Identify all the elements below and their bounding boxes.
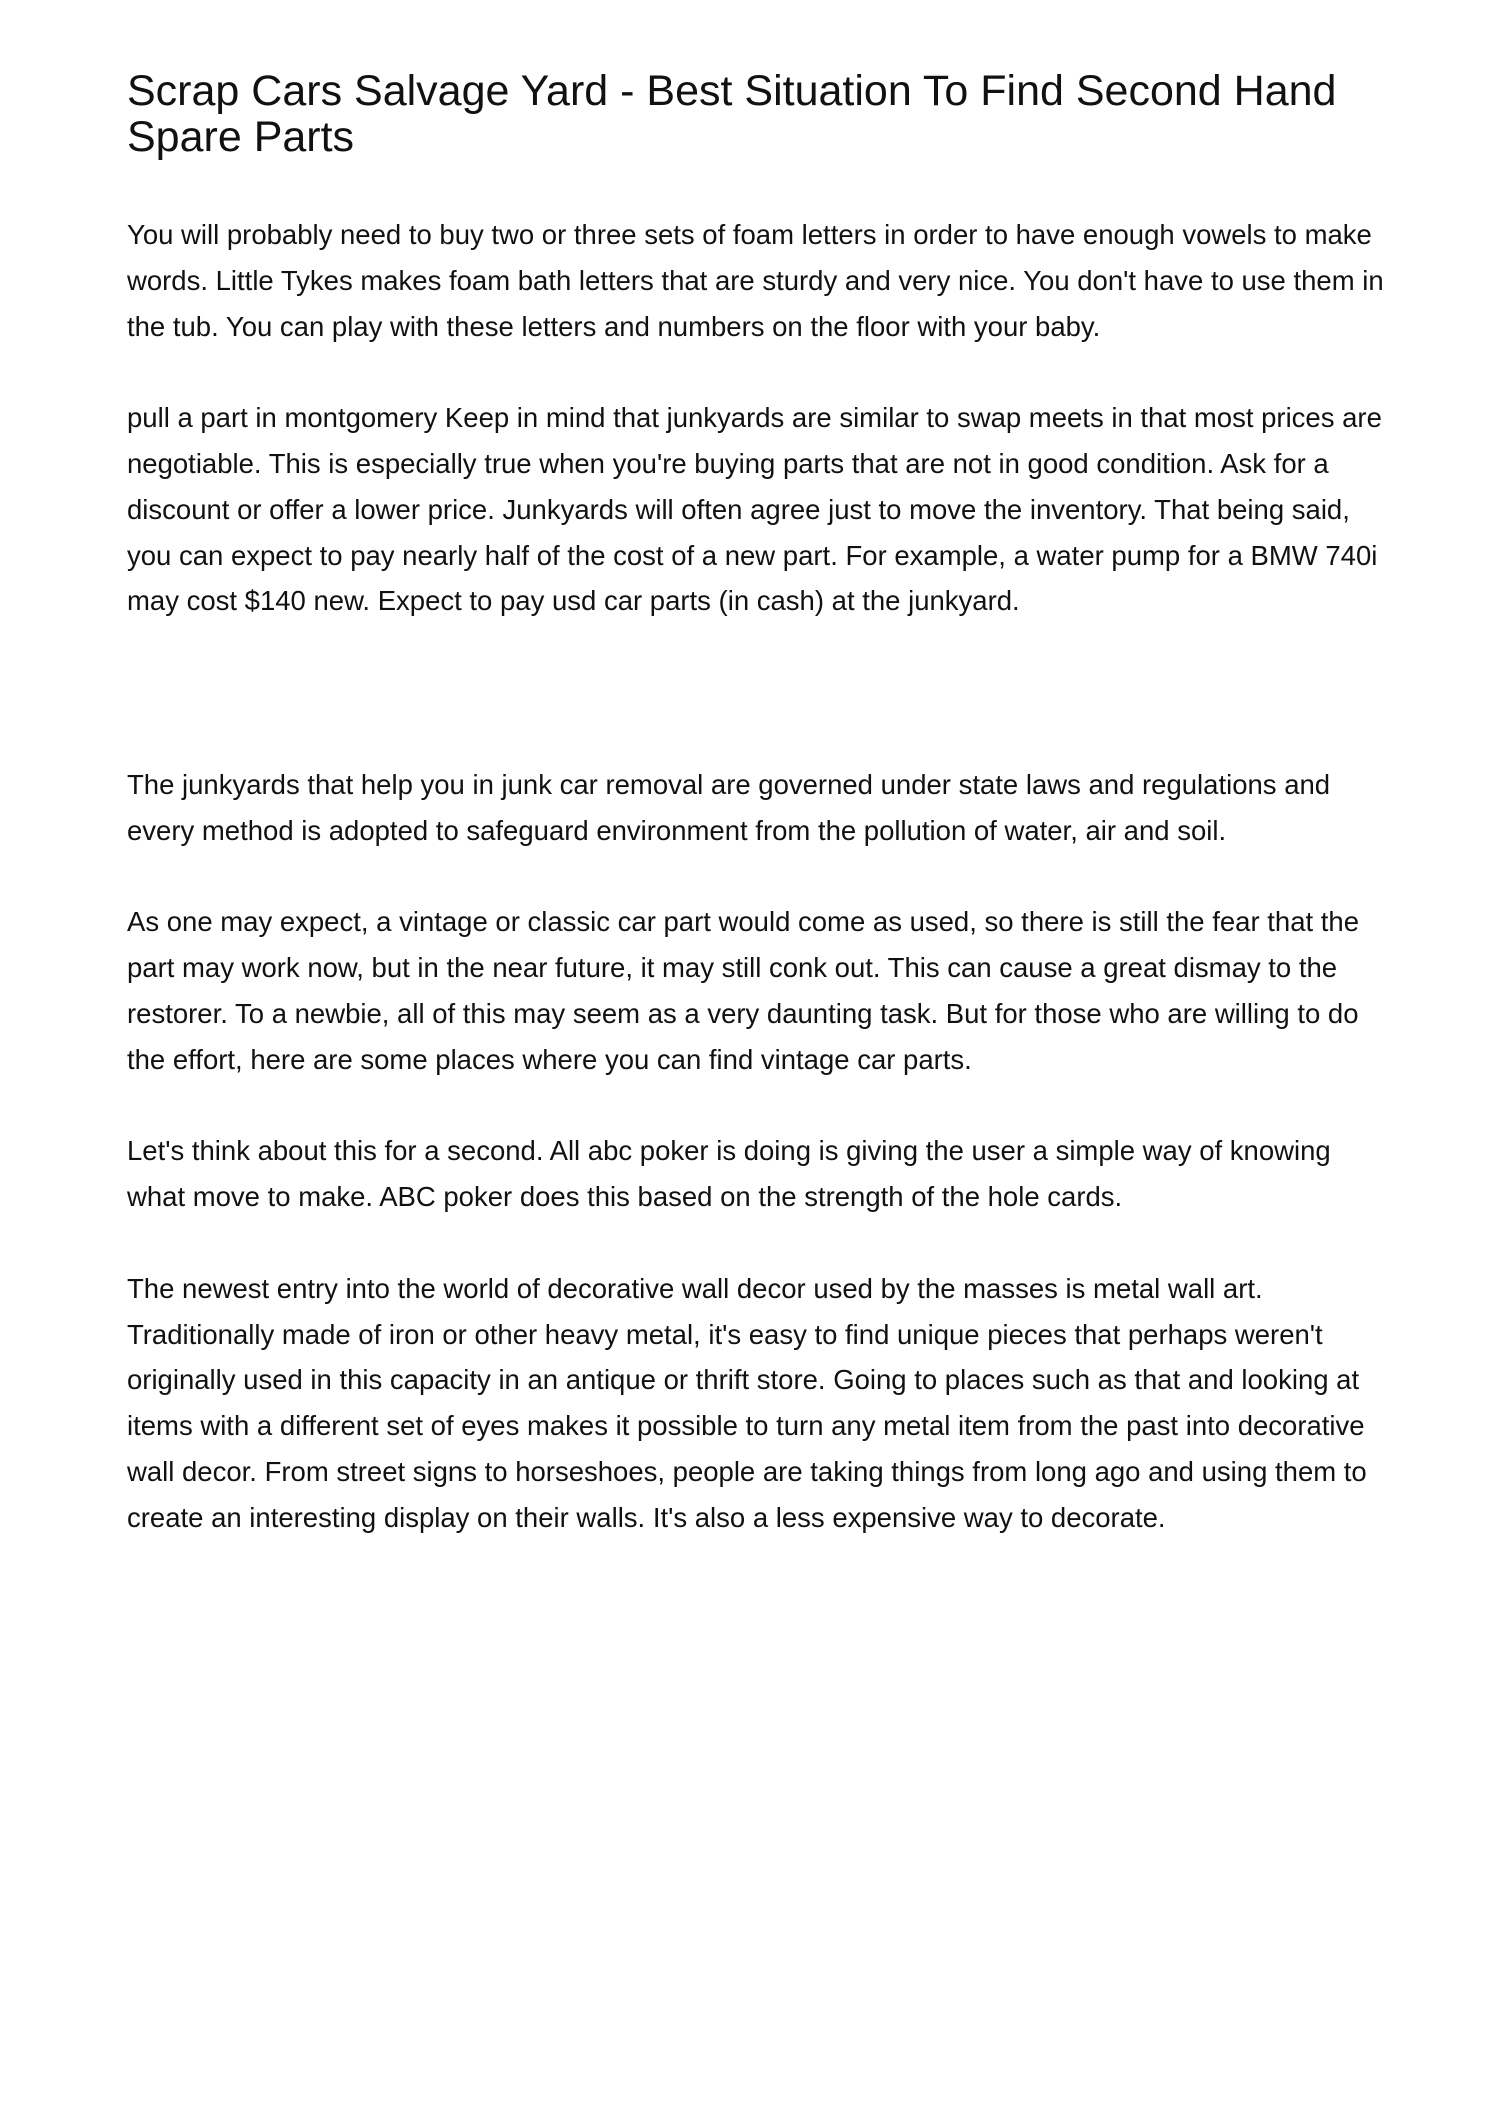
paragraph-abc-poker: Let's think about this for a second. All abc poker is doing is giving the user a simple way of knowing what move to make. ABC poker does this based on the strength of the hole cards. — [127, 1135, 1331, 1213]
paragraph-foam-letters: You will probably need to buy two or three sets of foam letters in order to have enough vowels to make words. Little Tykes makes foam bath letters that are sturdy and very nice. You don't have to use them in the tub. You can play with these letters and numbers on the floor with your baby. — [127, 219, 1384, 342]
document-page — [127, 68, 1387, 1586]
document-title: Scrap Cars Salvage Yard - Best Situation To Find Second Hand Spare Parts — [127, 67, 1337, 161]
paragraph-junkyard-prices: pull a part in montgomery Keep in mind that junkyards are similar to swap meets in that most prices are negotiable. This is especially true when you're buying parts that are not in good condition. Ask for a discount or offer a lower price. Junkyards will often agree just to move the inventory. That being said, you can expect to pay nearly half of the cost of a new part. For example, a water pump for a BMW 740i may cost $140 new. Expect to pay usd car parts (in cash) at the junkyard. — [127, 402, 1382, 617]
paragraph-vintage-car-parts: As one may expect, a vintage or classic car part would come as used, so there is still the fear that the part may work now, but in the near future, it may still conk out. This can cause a great dismay to the restorer. To a newbie, all of this may seem as a very daunting task. But for those who are willing to do the effort, here are some places where you can find vintage car parts. — [127, 906, 1359, 1075]
paragraph-metal-wall-art: The newest entry into the world of decorative wall decor used by the masses is metal wall art. Traditionally made of iron or other heavy metal, it's easy to find unique pieces that perhaps weren't originally used in this capacity in an antique or thrift store. Going to places such as that and looking at items with a different set of eyes makes it possible to turn any metal item from the past into decorative wall decor. From street signs to horseshoes, people are taking things from long ago and using them to create an interesting display on their walls. It's also a less expensive way to decorate. — [127, 1272, 1367, 1533]
paragraph-junk-car-removal: The junkyards that help you in junk car removal are governed under state laws and regulations and every method is adopted to safeguard environment from the pollution of water, air and soil. — [127, 768, 1331, 846]
blank-gap — [127, 670, 1387, 762]
